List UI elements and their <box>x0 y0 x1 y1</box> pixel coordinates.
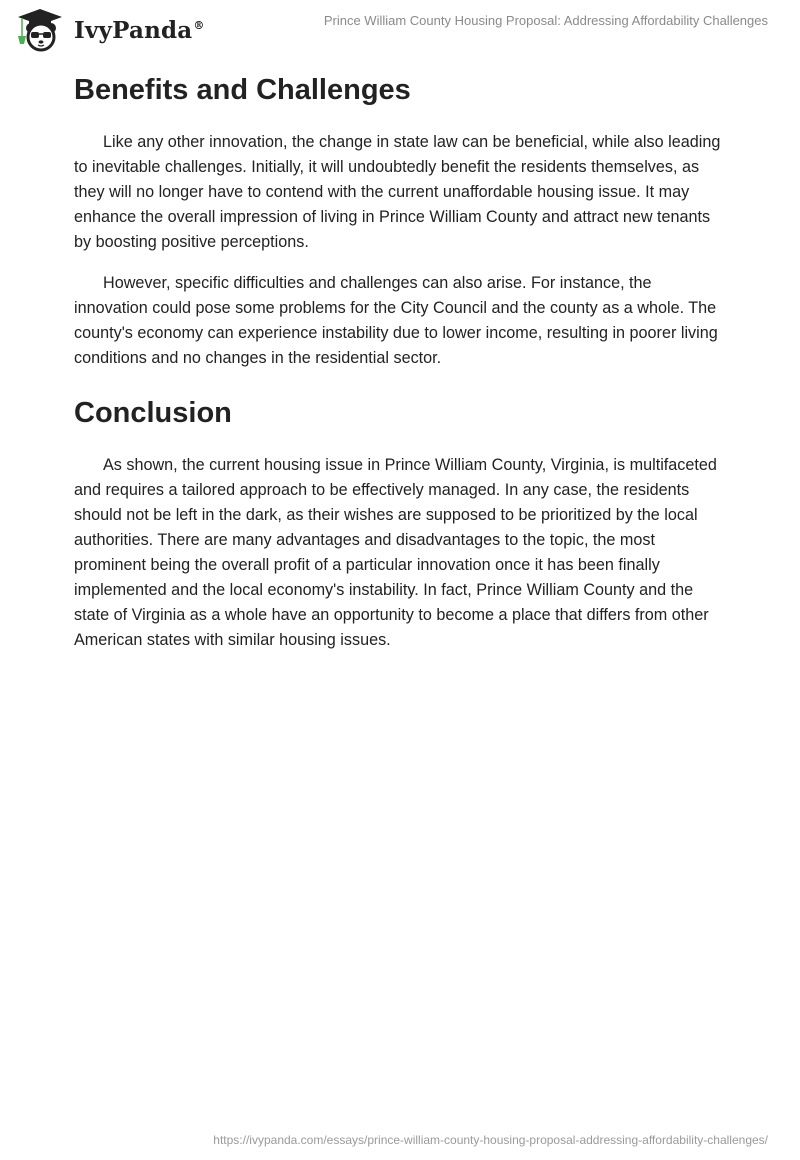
page-header <box>0 0 800 56</box>
paragraph: However, specific difficulties and challenges can also arise. For instance, the innovation could pose some problems for the City Council and the county as a whole. The county's economy can experience instability due to lower income, resulting in poorer living conditions and no changes in the residential sector. <box>74 274 718 367</box>
source-url-link[interactable]: https://ivypanda.com/essays/prince-william-county-housing-proposal-addressing-affordability-challenges/ <box>213 1133 768 1147</box>
document-title: Prince William County Housing Proposal: Addressing Affordability Challenges <box>323 13 768 28</box>
ivypanda-logo[interactable] <box>14 8 205 52</box>
panda-graduate-icon <box>14 8 66 52</box>
section-heading-benefits: Benefits and Challenges <box>74 74 411 106</box>
essay-content <box>74 68 726 653</box>
logo-wordmark: IvyPanda® <box>74 16 205 44</box>
paragraph: Like any other innovation, the change in state law can be beneficial, while also leading to inevitable challenges. Initially, it will undoubtedly benefit the residents themselves, as they will no longer have to contend with the current unaffordable housing issue. It may enhance the overall impression of living in Prince William County and attract new tenants by boosting positive perceptions. <box>74 133 721 251</box>
paragraph: As shown, the current housing issue in Prince William County, Virginia, is multifaceted and requires a tailored approach to be effectively managed. In any case, the residents should not be left in the dark, as their wishes are supposed to be prioritized by the local authorities. There are many advantages and disadvantages to the topic, the most prominent being the overall profit of a particular innovation once it has been finally implemented and the local economy's instability. In fact, Prince William County and the state of Virginia as a whole have an opportunity to become a place that differs from other American states with similar housing issues. <box>74 456 717 649</box>
section-heading-conclusion: Conclusion <box>74 397 232 429</box>
